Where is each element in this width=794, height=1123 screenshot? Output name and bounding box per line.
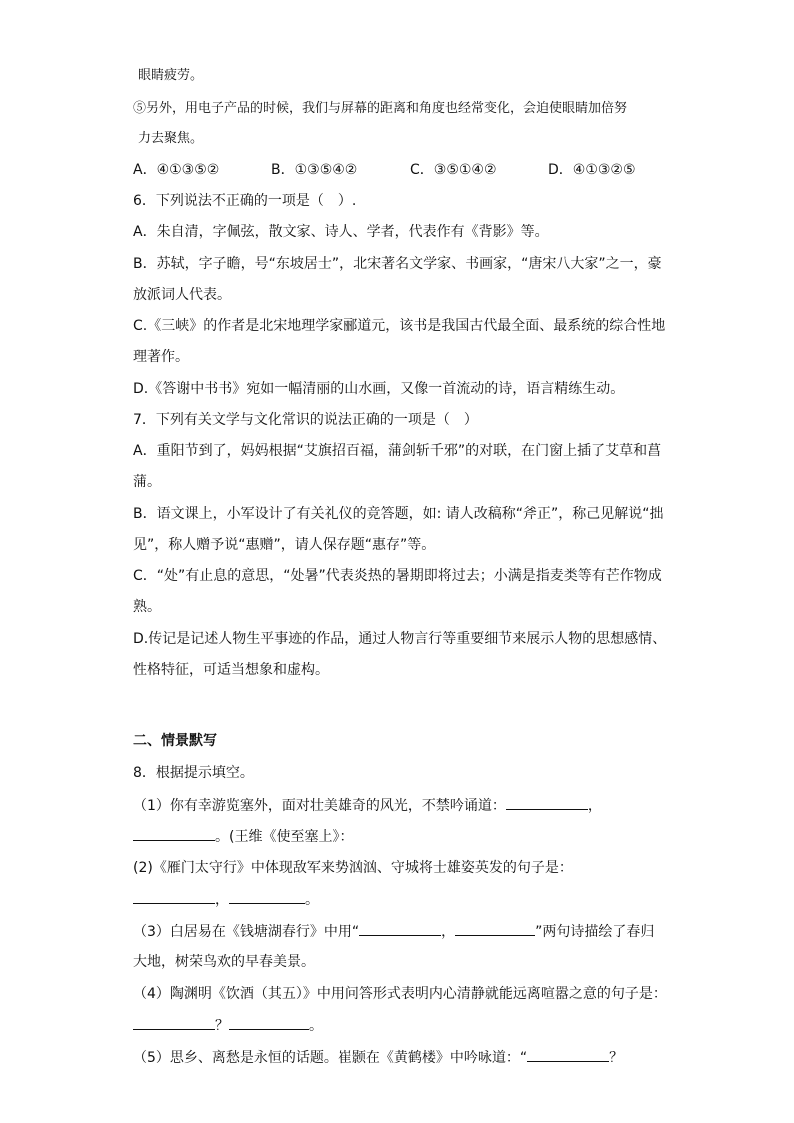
answer-blank[interactable] bbox=[133, 889, 215, 904]
q7-option-d-line2: 性格特征，可适当想象和虚构。 bbox=[133, 662, 329, 678]
q8-part3-prompt: （3）白居易在《钱塘湖春行》中用“ bbox=[133, 924, 360, 940]
q6-option-b-line1[interactable]: B．苏轼，字子瞻，号“东坡居士”，北宋著名文学家、书画家，“唐宋八大家”之一，豪 bbox=[133, 256, 662, 272]
punct: ， bbox=[587, 798, 602, 814]
q7-option-c-line2: 熟。 bbox=[133, 599, 161, 615]
punct: 。 bbox=[309, 1018, 323, 1034]
q8-part3-line2: 大地，树荣鸟欢的早春美景。 bbox=[133, 954, 315, 970]
punct: ？ bbox=[215, 1018, 229, 1034]
q6-stem: 6．下列说法不正确的一项是（ ）. bbox=[133, 193, 357, 209]
answer-blank[interactable] bbox=[133, 1015, 215, 1030]
q7-stem: 7．下列有关文学与文化常识的说法正确的一项是（ ） bbox=[133, 412, 478, 428]
punct: ， bbox=[215, 892, 229, 908]
q5-option-d[interactable]: D．④①③②⑤ bbox=[548, 162, 636, 178]
q8-part4-line2 bbox=[133, 1015, 323, 1036]
section-heading: 二、情景默写 bbox=[133, 733, 217, 749]
q8-stem: 8．根据提示填空。 bbox=[133, 765, 254, 781]
q8-part3-line1 bbox=[133, 921, 654, 942]
q8-part2-line1: (2)《雁门太守行》中体现敌军来势汹汹、守城将士雄姿英发的句子是： bbox=[133, 860, 573, 876]
answer-blank[interactable] bbox=[229, 1015, 309, 1030]
q6-option-b-line2: 放派词人代表。 bbox=[133, 287, 231, 303]
answer-blank[interactable] bbox=[229, 889, 305, 904]
q6-option-c-line2: 理著作。 bbox=[133, 349, 189, 365]
q8-part4-line1: （4）陶渊明《饮酒（其五）》中用问答形式表明内心清静就能远离喧嚣之意的句子是： bbox=[133, 986, 667, 1002]
q6-option-a[interactable]: A．朱自清，字佩弦，散文家、诗人、学者，代表作有《背影》等。 bbox=[133, 224, 549, 240]
q8-part1-source: 。(王维《使至塞上》： bbox=[215, 829, 354, 845]
q7-option-b-line2: 见”，称人赠予说“惠赠”，请人保存题“惠存”等。 bbox=[133, 537, 436, 553]
answer-blank[interactable] bbox=[527, 1047, 609, 1062]
q8-part1-prompt: （1）你有幸游览塞外，面对壮美雄奇的风光，不禁吟诵道： bbox=[133, 798, 506, 814]
q7-option-a-line2: 蒲。 bbox=[133, 474, 161, 490]
q5-option-a[interactable]: A．④①③⑤② bbox=[133, 162, 220, 178]
answer-blank[interactable] bbox=[455, 921, 535, 936]
q6-option-c-line1[interactable]: C.《三峡》的作者是北宋地理学家郦道元，该书是我国古代最全面、最系统的综合性地 bbox=[133, 318, 666, 334]
q7-option-c-line1[interactable]: C．“处”有止息的意思，“处暑”代表炎热的暑期即将过去；小满是指麦类等有芒作物成 bbox=[133, 568, 662, 584]
q8-part2-line2 bbox=[133, 889, 319, 910]
q7-option-d-line1[interactable]: D.传记是记述人物生平事迹的作品，通过人物言行等重要细节来展示人物的思想感情、 bbox=[133, 631, 667, 647]
punct: 。 bbox=[305, 892, 319, 908]
punct: ， bbox=[441, 924, 456, 940]
punct: ？ bbox=[609, 1050, 624, 1066]
q5-option-b[interactable]: B．①③⑤④② bbox=[271, 162, 358, 178]
q8-part5-line1 bbox=[133, 1047, 623, 1068]
q5-item5-line1: ⑤另外，用电子产品的时候，我们与屏幕的距离和角度也经常变化，会迫使眼睛加倍努 bbox=[133, 101, 628, 116]
answer-blank[interactable] bbox=[506, 795, 588, 810]
q5-option-c[interactable]: C．③⑤①④② bbox=[410, 162, 497, 178]
q8-part1-line1 bbox=[133, 795, 602, 816]
answer-blank[interactable] bbox=[133, 826, 215, 841]
q8-part3-tail: ”两句诗描绘了春归 bbox=[535, 924, 655, 940]
answer-blank[interactable] bbox=[359, 921, 441, 936]
q5-tail: 眼睛疲劳。 bbox=[138, 68, 204, 83]
q7-option-b-line1[interactable]: B．语文课上，小军设计了有关礼仪的竞答题，如: 请人改稿称“斧正”，称己见解说“拙 bbox=[133, 506, 664, 522]
q6-option-d[interactable]: D.《答谢中书书》宛如一幅清丽的山水画，又像一首流动的诗，语言精练生动。 bbox=[133, 381, 625, 397]
q5-item5-line2: 力去聚焦。 bbox=[138, 131, 204, 146]
q8-part1-line2 bbox=[133, 826, 353, 847]
q7-option-a-line1[interactable]: A．重阳节到了，妈妈根据“艾旗招百福，蒲剑斩千邪”的对联，在门窗上插了艾草和菖 bbox=[133, 443, 662, 459]
q8-part5-prompt: （5）思乡、离愁是永恒的话题。崔颢在《黄鹤楼》中吟咏道：“ bbox=[133, 1050, 528, 1066]
